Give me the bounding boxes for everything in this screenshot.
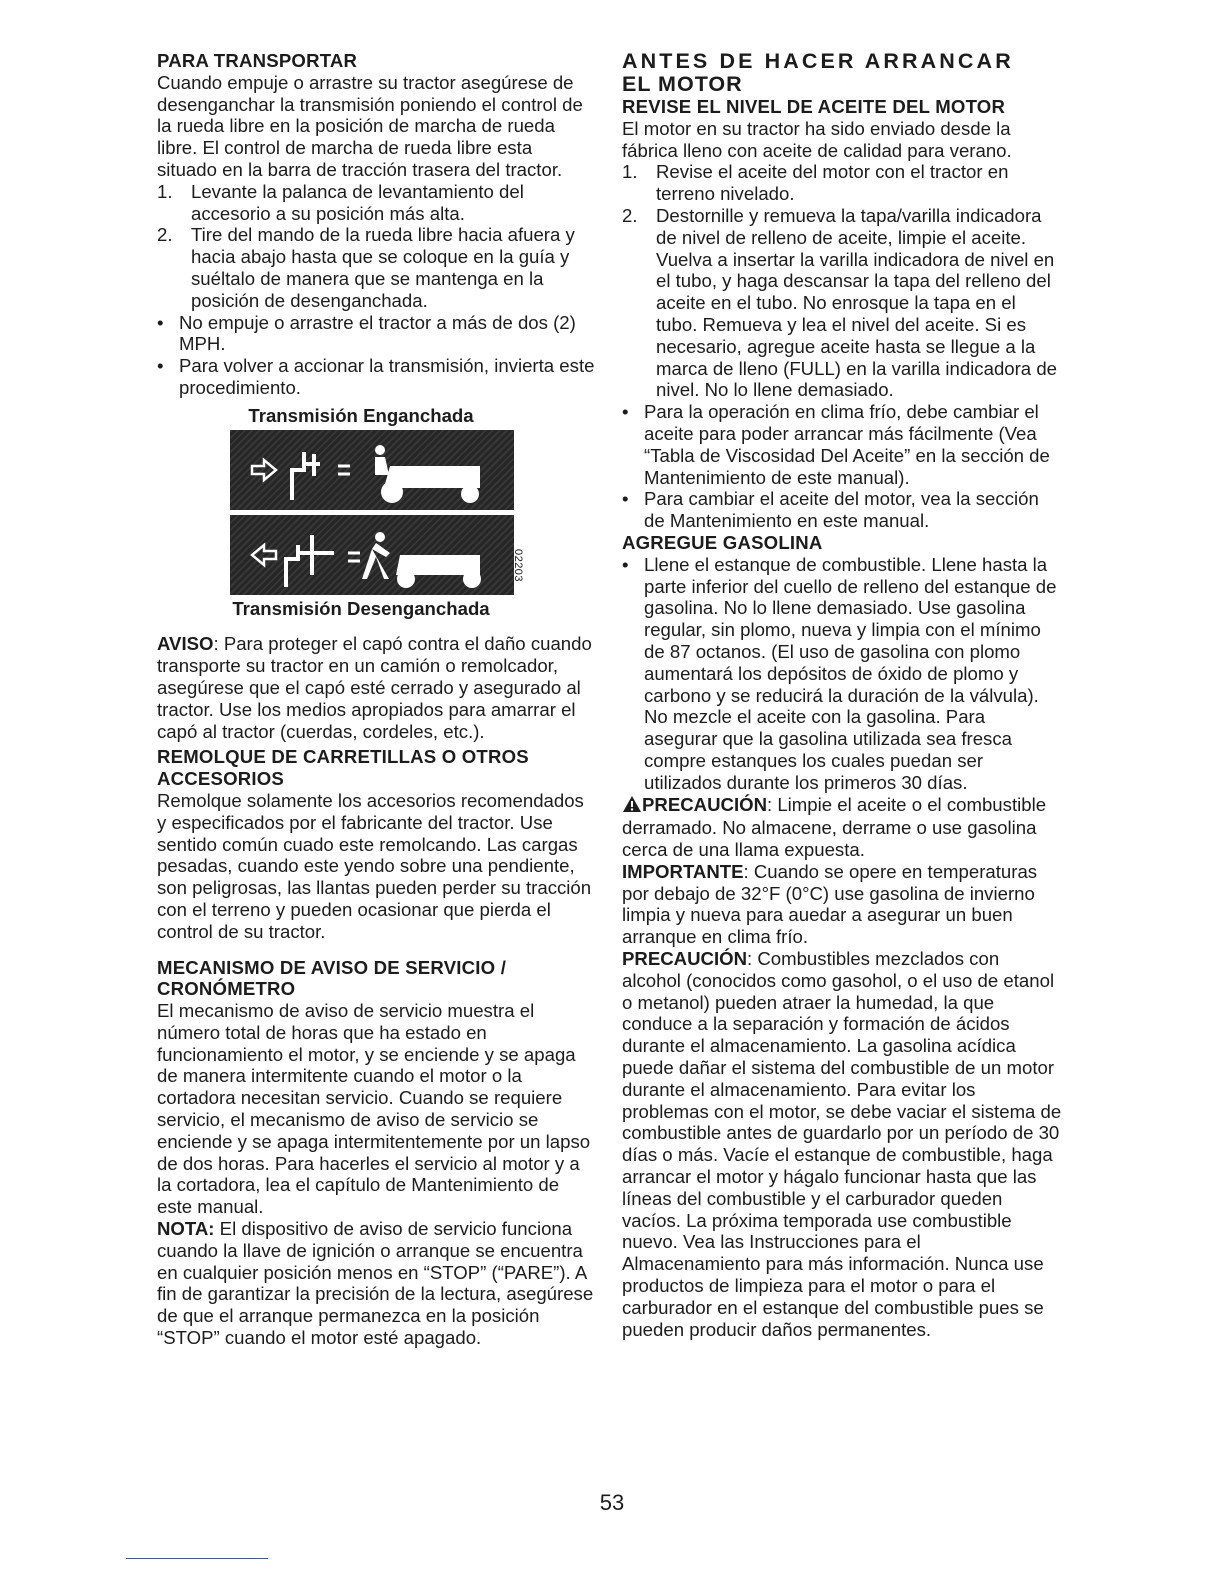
- towing-text: Remolque solamente los accesorios recomendados y especificados por el fabricante del tractor. Use sentido común cuado este remolcando. Las cargas pesadas, cuando este yendo sobre una pendiente, son peligrosas, las llantas pueden perder su tracción con el terreno y pueden ocasionar que pierda el control de su tractor.: [157, 789, 592, 942]
- service-note: [157, 1218, 595, 1349]
- transport-notice: [157, 633, 595, 742]
- bullet-text: Llene el estanque de combustible. Llene hasta la parte inferior del cuello de relleno del estanque de gasolina. No lo llene demasiado. Use gasolina regular, sin plomo, nueva y limpia con el mínimo de 87 octanos. (El uso de gasolina con plomo aumentará los depósitos de óxido de plomo y carbono y se reducirá la duración de la válvula). No mezcle el aceite con la gasolina. Para asegurar que la gasolina utilizada sea fresca compre estanques los cuales puedan ser utilizados durante los primeros 30 días.: [644, 553, 1057, 793]
- caution-text: : Combustibles mezclados con alcohol (conocidos como gasohol, o el uso de etanol o metanol) pueden atraer la humedad, la que conduce a la separación y formación de ácidos durante el almacenamiento. La gasolina acídica puede dañar el sistema del combustible de un motor durante el almacenamiento. Para evitar los problemas con el motor, se debe vaciar el sistema de combustible antes de guardarlo por un período de 30 días o más. Vacíe el estanque de combustible, haga arrancar el motor y hágalo funcionar hasta que las líneas del combustible y el carburador queden vacíos. La próxima temporada use combustible nuevo. Vea las Instrucciones para el Almacenamiento para más información. Nunca use productos de limpieza para el motor o para el carburador en el estanque del combustible pues se pueden producir daños permanentes.: [622, 948, 1062, 1340]
- disengaged-diagram: [230, 515, 514, 595]
- figure-caption-disengaged: Transmisión Desenganchada: [232, 597, 490, 619]
- important-label: IMPORTANTE: [622, 860, 744, 882]
- transport-bullets: [157, 312, 595, 399]
- notice-text: : Para proteger el capó contra el daño cuando transporte su tractor en un camión o remolcador, asegúrese que el capó esté cerrado y asegurado al tractor. Use los medios apropiados para amarrar el capó al tractor (cuerdas, cordeles, etc.).: [157, 633, 592, 742]
- disengaged-panel: [230, 515, 514, 595]
- transport-steps: [157, 181, 595, 312]
- footer-divider: [126, 1558, 268, 1559]
- step-number: 1.: [622, 161, 638, 183]
- figure-id: 02203: [511, 548, 524, 582]
- bullet-marker: •: [157, 355, 164, 377]
- arrow-left-icon: [252, 545, 276, 565]
- page-number: 53: [599, 1490, 625, 1515]
- warning-triangle-icon: [622, 795, 642, 818]
- oil-steps: [622, 161, 1062, 401]
- step-number: 1.: [157, 180, 173, 202]
- caution-alcohol: [622, 948, 1062, 1340]
- step-number: 2.: [622, 204, 638, 226]
- left-column: [157, 50, 595, 1349]
- bullet-text: Para la operación en clima frío, debe cambiar el aceite para poder arrancar más fácilmente (Vea “Tabla de Viscosidad Del Aceite” en la sección de Mantenimiento de este manual).: [644, 401, 1050, 488]
- note-label: NOTA:: [157, 1218, 215, 1240]
- bullet-text: No empuje o arrastre el tractor a más de dos (2) MPH.: [179, 311, 576, 355]
- lever-engaged-icon: [292, 452, 320, 500]
- caution-text: : Limpie el aceite o el combustible derramado. No almacene, derrame o use gasolina cerca de una llama expuesta.: [622, 793, 1047, 861]
- note-text: El dispositivo de aviso de servicio funciona cuando la llave de ignición o arranque se encuentra en cualquier posición menos en “STOP” (“PARE”). A fin de garantizar la precisión de la lectura, asegúrese de que el arranque permanezca en la posición “STOP” cuando el motor esté apagado.: [157, 1218, 594, 1349]
- section-title-fuel: AGREGUE GASOLINA: [622, 531, 823, 553]
- equals-sign: [338, 466, 350, 474]
- service-text: El mecanismo de aviso de servicio muestra el número total de horas que ha estado en funcionamiento el motor, y se enciende y se apaga de manera intermitente cuando el motor o la cortadora necesitan servicio. Cuando se requiere servicio, el mecanismo de aviso de servicio se enciende y se apaga intermitentemente por un lapso de dos horas. Para hacerles el servicio al motor y a la cortadora, lea el capítulo de Mantenimiento de este manual.: [157, 1000, 591, 1218]
- section-title-towing: REMOLQUE DE CARRETILLAS O OTROS ACCESORIOS: [157, 746, 529, 790]
- section-title-transport: PARA TRANSPORTAR: [157, 50, 358, 71]
- important-text: : Cuando se opere en temperaturas por debajo de 32°F (0°C) use gasolina de invierno limpia y nueva para auedar a asegurar un buen arranque en clima frío.: [622, 860, 1038, 948]
- list-item: [157, 312, 595, 356]
- person-pushing-tractor-icon: [362, 532, 481, 588]
- main-title-line-1: ANTES DE HACER ARRANCAR: [622, 49, 1014, 73]
- lever-disengaged-icon: [286, 535, 334, 587]
- notice-label: AVISO: [157, 633, 214, 655]
- step-text: Tire del mando de la rueda libre hacia afuera y hacia abajo hasta que se coloque en la guía y suéltalo de manera que se mantenga en la posición de desenganchada.: [191, 224, 575, 311]
- step-text: Destornille y remueva la tapa/varilla indicadora de nivel de relleno de aceite, limpie el aceite. Vuelva a insertar la varilla indicadora de nivel en el tubo, y haga descansar la tapa del relleno del aceite en el tubo. No enrosque la tapa en el tubo. Remueva y lea el nivel del aceite. Si es necesario, agregue aceite hasta se llegue a la marca de lleno (FULL) en la varilla indicadora de nivel. No lo llene demasiado.: [656, 204, 1058, 401]
- caution-label: PRECAUCIÓN: [642, 793, 767, 815]
- engaged-diagram: [230, 430, 514, 510]
- transport-intro: Cuando empuje o arrastre su tractor asegúrese de desenganchar la transmisión poniendo el control de la rueda libre en la posición de marcha de rueda libre. El control de marcha de rueda libre esta situado en la barra de tracción trasera del tractor.: [157, 71, 583, 180]
- bullet-marker: •: [622, 553, 629, 575]
- bullet-text: Para cambiar el aceite del motor, vea la sección de Mantenimiento en este manual.: [644, 488, 1039, 532]
- engaged-panel: [230, 430, 514, 510]
- list-item: [622, 161, 1062, 205]
- list-item: [622, 401, 1062, 488]
- bullet-marker: •: [622, 488, 629, 510]
- list-item: [622, 205, 1062, 401]
- step-text: Levante la palanca de levantamiento del accesorio a su posición más alta.: [191, 180, 524, 224]
- equals-sign: [348, 553, 360, 561]
- list-item: [157, 355, 595, 399]
- bullet-marker: •: [622, 401, 629, 423]
- step-number: 2.: [157, 224, 173, 246]
- transmission-figure: [230, 430, 524, 595]
- section-title-oil: REVISE EL NIVEL DE ACEITE DEL MOTOR: [622, 96, 1006, 117]
- caution-fire: [622, 794, 1062, 861]
- oil-bullets: [622, 401, 1062, 532]
- list-item: [157, 224, 595, 311]
- figure-caption-engaged: Transmisión Enganchada: [248, 404, 474, 426]
- bullet-text: Para volver a accionar la transmisión, invierta este procedimiento.: [179, 355, 595, 398]
- step-text: Revise el aceite del motor con el tractor en terreno nivelado.: [656, 161, 1009, 205]
- caution-label: PRECAUCIÓN: [622, 948, 747, 970]
- list-item: [622, 554, 1062, 794]
- bullet-marker: •: [157, 311, 164, 333]
- main-title-line-2: EL MOTOR: [622, 72, 743, 96]
- list-item: [622, 488, 1062, 532]
- oil-intro: El motor en su tractor ha sido enviado desde la fábrica lleno con aceite de calidad para verano.: [622, 117, 1012, 161]
- list-item: [157, 181, 595, 225]
- arrow-right-icon: [252, 460, 276, 480]
- important-note: [622, 861, 1062, 948]
- tractor-operator-icon: [375, 445, 480, 503]
- right-column: [622, 50, 1062, 1340]
- section-title-service: MECANISMO DE AVISO DE SERVICIO / CRONÓMETRO: [157, 956, 507, 1000]
